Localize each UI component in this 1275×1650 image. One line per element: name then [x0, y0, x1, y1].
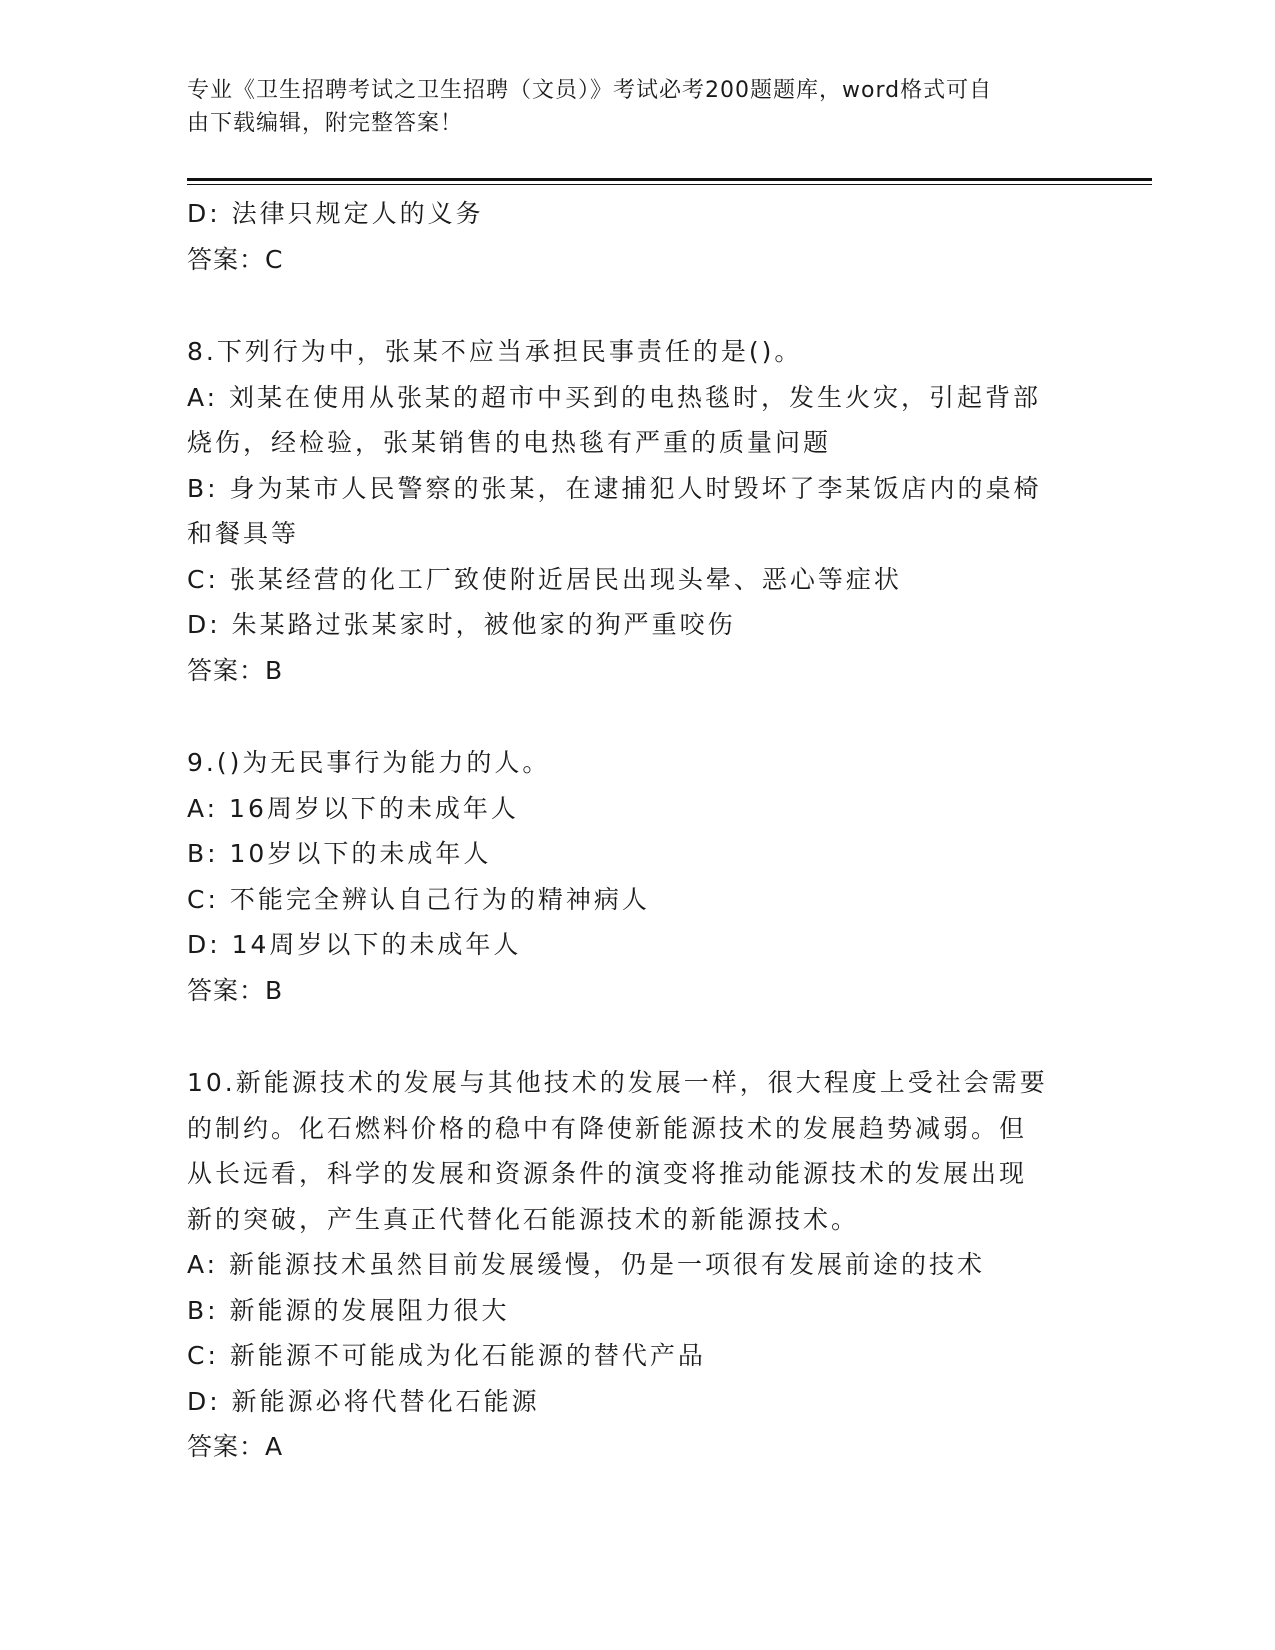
- q10-option-d: D: 新能源必将代替化石能源: [187, 1386, 540, 1416]
- header-rule-thin: [187, 184, 1152, 185]
- q10-option-b: B: 新能源的发展阻力很大: [187, 1295, 510, 1325]
- question-10: [187, 1060, 1087, 1470]
- q10-stem-line-3: 从长远看，科学的发展和资源条件的演变将推动能源技术的发展出现: [187, 1159, 1028, 1188]
- q8-option-a-line-1: A: 刘某在使用从张某的超市中买到的电热毯时，发生火灾，引起背部: [187, 382, 1042, 412]
- header-line-1: 专业《卫生招聘考试之卫生招聘（文员）》考试必考200题题库，word格式可自: [187, 78, 993, 103]
- document-header: [187, 74, 1087, 140]
- q9-option-c: C: 不能完全辨认自己行为的精神病人: [187, 884, 650, 914]
- q8-answer: 答案：B: [187, 655, 284, 685]
- q7-option-d: D: 法律只规定人的义务: [187, 199, 484, 228]
- q9-option-a: A: 16周岁以下的未成年人: [187, 793, 519, 823]
- q8-option-b-line-1: B: 身为某市人民警察的张某，在逮捕犯人时毁坏了李某饭店内的桌椅: [187, 473, 1042, 503]
- document-body: [187, 191, 1087, 1470]
- q10-stem-line-4: 新的突破，产生真正代替化石能源技术的新能源技术。: [187, 1204, 860, 1234]
- question-7-tail: [187, 191, 1087, 282]
- q10-option-c: C: 新能源不可能成为化石能源的替代产品: [187, 1341, 706, 1370]
- q7-answer: 答案：C: [187, 244, 284, 274]
- q10-answer: 答案：A: [187, 1432, 284, 1461]
- q9-stem: 9.()为无民事行为能力的人。: [187, 748, 551, 777]
- question-8: [187, 329, 1087, 693]
- question-9: [187, 740, 1087, 1013]
- q8-option-b-line-2: 和餐具等: [187, 519, 300, 548]
- q9-answer: 答案：B: [187, 975, 284, 1005]
- header-rule-thick: [187, 178, 1152, 181]
- header-line-2: 由下载编辑，附完整答案！: [187, 111, 464, 136]
- q10-stem-line-1: 10.新能源技术的发展与其他技术的发展一样，很大程度上受社会需要: [187, 1068, 1048, 1097]
- q8-option-d: D: 朱某路过张某家时，被他家的狗严重咬伤: [187, 610, 736, 639]
- q8-option-c: C: 张某经营的化工厂致使附近居民出现头晕、恶心等症状: [187, 564, 902, 594]
- q8-option-a-line-2: 烧伤，经检验，张某销售的电热毯有严重的质量问题: [187, 428, 832, 457]
- q9-option-b: B: 10岁以下的未成年人: [187, 839, 492, 868]
- q10-stem-line-2: 的制约。化石燃料价格的稳中有降使新能源技术的发展趋势减弱。但: [187, 1113, 1028, 1143]
- q10-option-a: A: 新能源技术虽然目前发展缓慢，仍是一项很有发展前途的技术: [187, 1250, 986, 1279]
- q9-option-d: D: 14周岁以下的未成年人: [187, 930, 522, 959]
- q8-stem: 8.下列行为中，张某不应当承担民事责任的是()。: [187, 337, 803, 366]
